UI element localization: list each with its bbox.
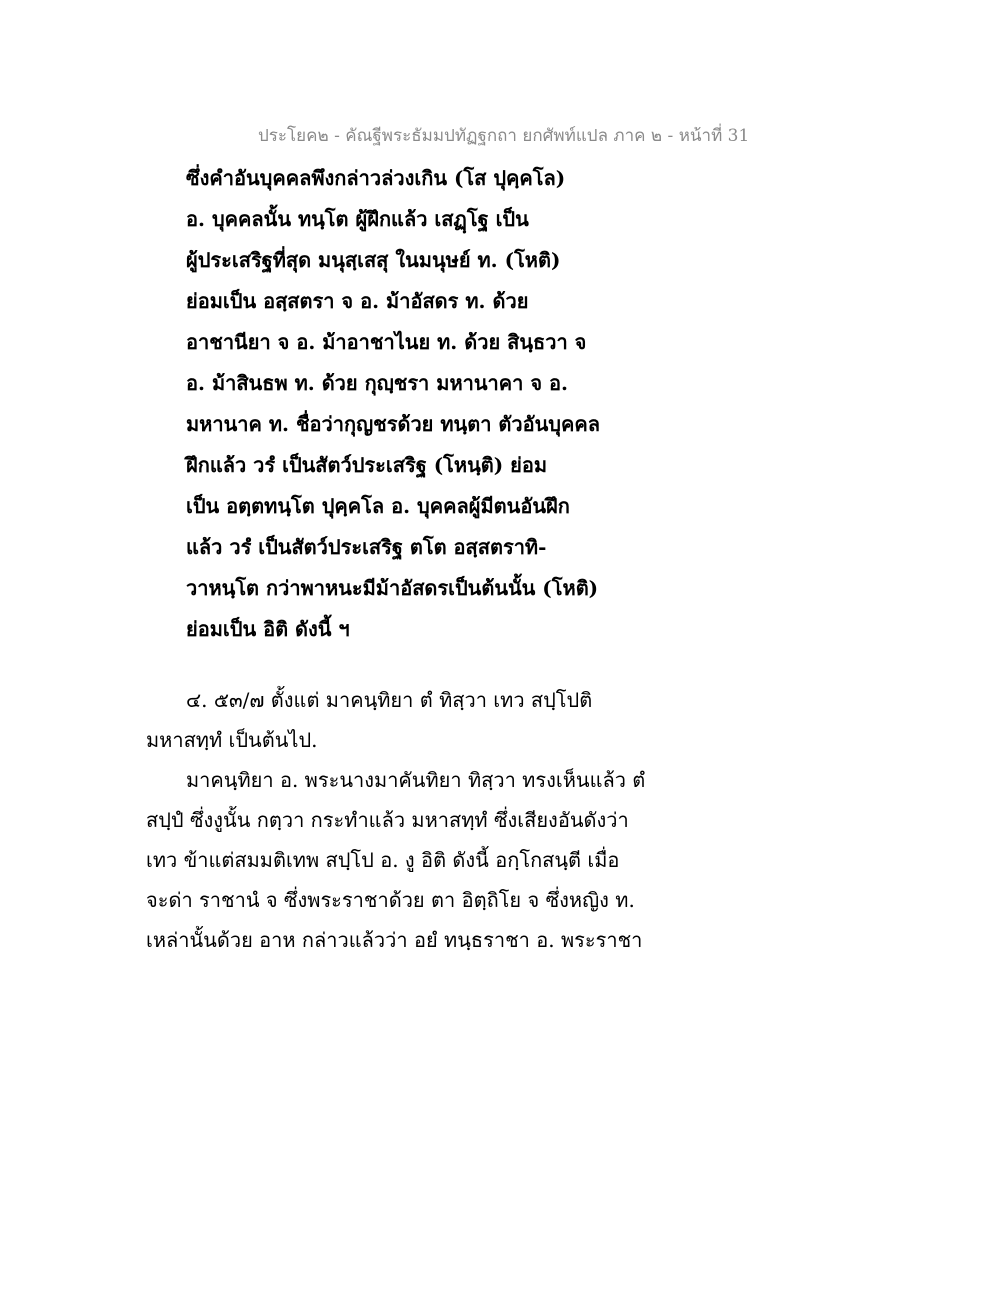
body-line: สปฺปํ ซึ่งงูนั้น กตฺวา กระทำแล้ว มหาสทฺทํ ซึ่งเสียงอันดังว่า [146,808,629,832]
bold-line: ย่อมเป็น อสฺสตรา จ อ. ม้าอัสดร ท. ด้วย [186,289,529,313]
bold-line: แล้ว วรํ เป็นสัตว์ประเสริฐ ตโต อสฺสตราทิ- [186,535,547,559]
bold-paragraph [186,158,626,650]
body-line: มาคนฺทิยา อ. พระนางมาคันทิยา ทิสฺวา ทรงเห็นแล้ว ตํ [186,768,646,792]
bold-line: อ. ม้าสินธพ ท. ด้วย กุญฺชรา มหานาคา จ อ. [186,371,568,395]
bold-line: เป็น อตฺตทนฺโต ปุคฺคโล อ. บุคคลผู้มีตนอันฝึก [186,494,570,518]
bold-line: อาชานียา จ อ. ม้าอาชาไนย ท. ด้วย สินฺธวา จ [186,330,587,354]
bold-line: ซึ่งคำอันบุคคลพึงกล่าวล่วงเกิน (โส ปุคฺคโล) [186,166,566,190]
section-heading-continuation: มหาสทฺทํ เป็นต้นไป. [146,728,318,752]
bold-line: มหานาค ท. ชื่อว่ากุญชรด้วย ทนฺตา ตัวอันบุคคล [186,412,601,436]
section-heading: ๔. ๕๓/๗ ตั้งแต่ มาคนฺทิยา ตํ ทิสฺวา เทว สปฺโปติ [186,688,593,712]
bold-line: ผู้ประเสริฐที่สุด มนุสฺเสสุ ในมนุษย์ ท. (โหติ) [186,248,561,272]
section-text [146,680,646,960]
body-line: เหล่านั้นด้วย อาห กล่าวแล้วว่า อยํ ทนฺธราชา อ. พระราชา [146,928,643,952]
bold-line: อ. บุคคลนั้น ทนฺโต ผู้ฝึกแล้ว เสฏฺโฐ เป็น [186,207,529,231]
page-header: ประโยค๒ - คัณฐีพระธัมมปทัฏฐกถา ยกศัพท์แปล ภาค ๒ - หน้าที่ 31 [258,126,750,146]
bold-line: ฝึกแล้ว วรํ เป็นสัตว์ประเสริฐ (โหนฺติ) ย่อม [186,453,548,477]
body-line: เทว ข้าแต่สมมติเทพ สปฺโป อ. งู อิติ ดังนี้ อกฺโกสนฺตี เมื่อ [146,848,620,872]
bold-line: ย่อมเป็น อิติ ดังนี้ ฯ [186,617,350,641]
bold-line: วาหนฺโต กว่าพาหนะมีม้าอัสดรเป็นต้นนั้น (โหติ) [186,576,599,600]
body-line: จะด่า ราชานํ จ ซึ่งพระราชาด้วย ตา อิตฺถิโย จ ซึ่งหญิง ท. [146,888,635,912]
